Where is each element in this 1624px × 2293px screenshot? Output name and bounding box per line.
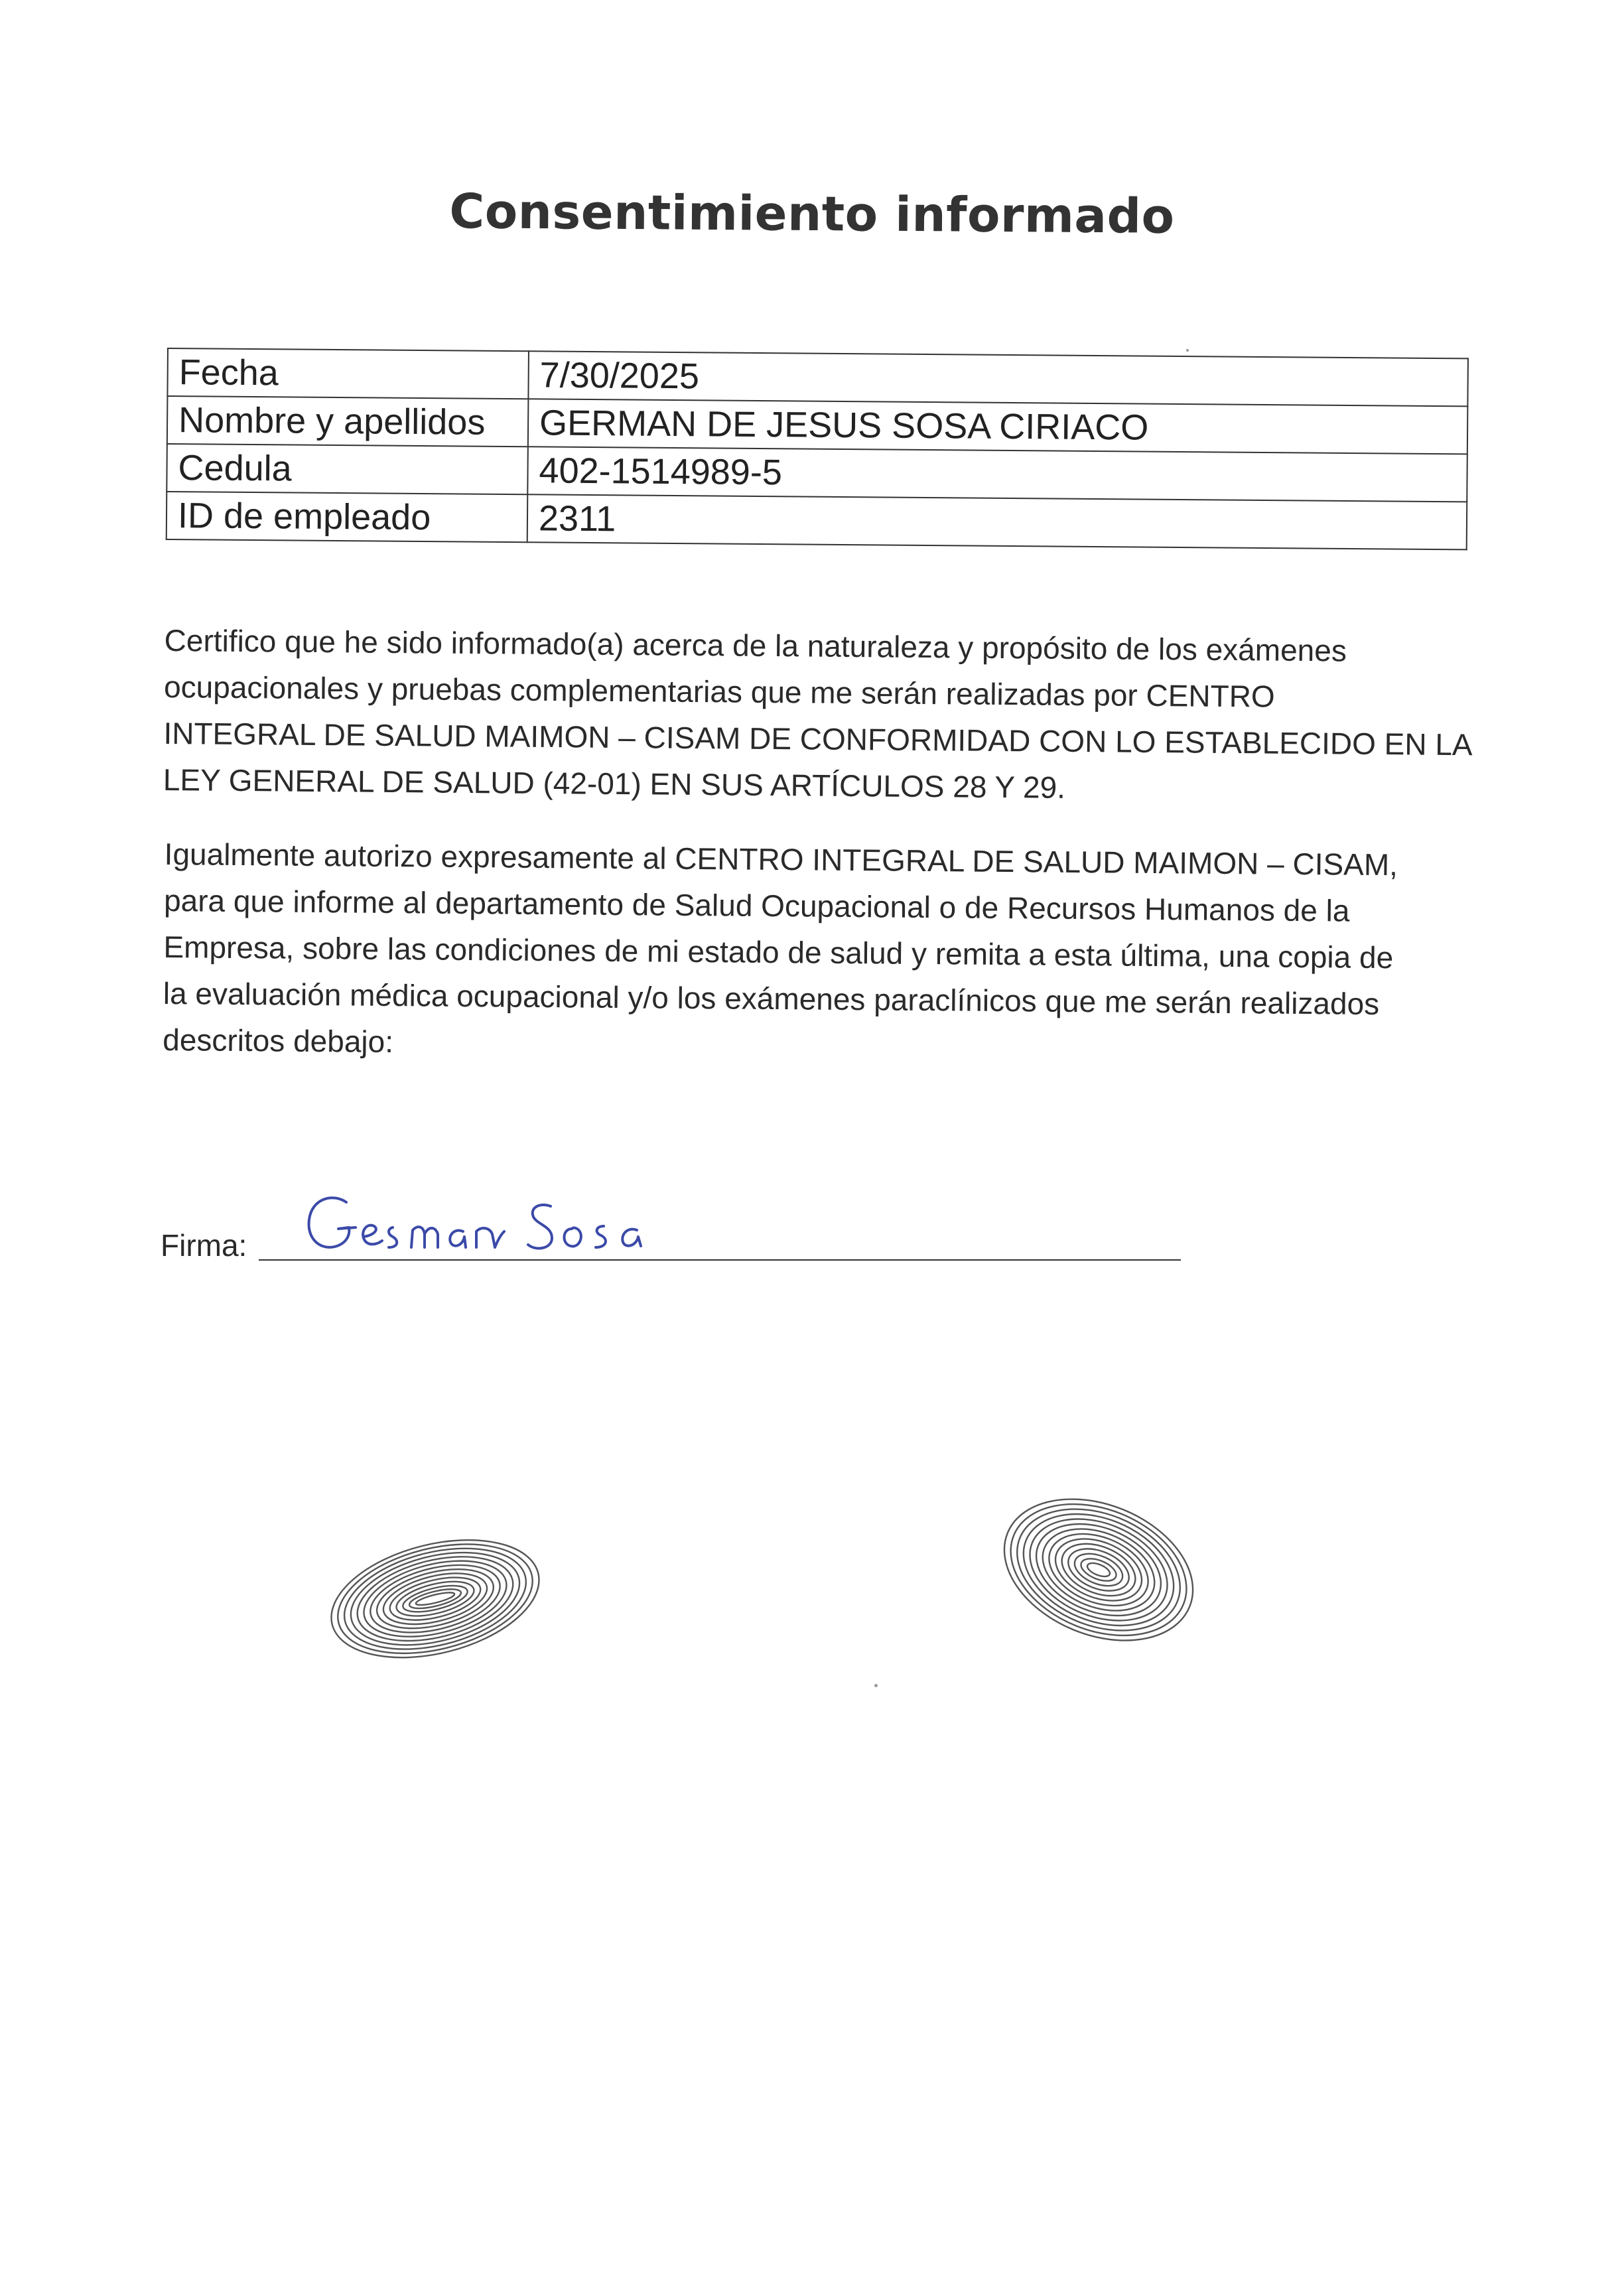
table-value-fecha: 7/30/2025 (528, 351, 1468, 406)
info-table (166, 348, 1469, 550)
table-value-nombre: GERMAN DE JESUS SOSA CIRIACO (528, 399, 1468, 454)
paragraph-line: para que informe al departamento de Salud Ocupacional o de Recursos Humanos de la (163, 882, 1350, 928)
fingerprint-left-icon (306, 1526, 552, 1679)
table-row (167, 492, 1467, 549)
table-label-nombre: Nombre y apellidos (167, 396, 529, 447)
table-value-id-empleado: 2311 (527, 494, 1467, 549)
paragraph-line: Certifico que he sido informado(a) acerca de la naturaleza y propósito de los exámenes (164, 622, 1347, 668)
document-title: Consentimiento informado (449, 183, 1175, 244)
handwritten-signature (300, 1188, 817, 1261)
table-label-fecha: Fecha (167, 348, 529, 399)
firma-label: Firma: (161, 1228, 247, 1263)
paragraph-line: INTEGRAL DE SALUD MAIMON – CISAM DE CONFORMIDAD CON LO ESTABLECIDO EN LA (163, 715, 1473, 762)
paragraph-line: Empresa, sobre las condiciones de mi estado de salud y remita a esta última, una copia de (163, 929, 1394, 975)
paragraph-line: ocupacionales y pruebas complementarias que me serán realizadas por CENTRO (163, 669, 1275, 714)
table-label-id-empleado: ID de empleado (167, 492, 528, 542)
paragraph-line: la evaluación médica ocupacional y/o los exámenes paraclínicos que me serán realizados (163, 975, 1380, 1021)
paragraph-certification (163, 617, 1491, 814)
scan-speck (1186, 349, 1189, 352)
paragraph-line: LEY GENERAL DE SALUD (42-01) EN SUS ARTÍCULOS 28 Y 29. (163, 762, 1066, 805)
paragraph-authorization (163, 831, 1491, 1074)
paragraph-line: descritos debajo: (163, 1022, 394, 1060)
table-label-cedula: Cedula (167, 444, 528, 494)
table-value-cedula: 402-1514989-5 (527, 447, 1467, 502)
paragraph-line: Igualmente autorizo expresamente al CENTRO INTEGRAL DE SALUD MAIMON – CISAM, (164, 836, 1398, 882)
signature-row (161, 1188, 1195, 1267)
fingerprint-right-icon (986, 1484, 1211, 1656)
scan-speck (874, 1684, 878, 1687)
